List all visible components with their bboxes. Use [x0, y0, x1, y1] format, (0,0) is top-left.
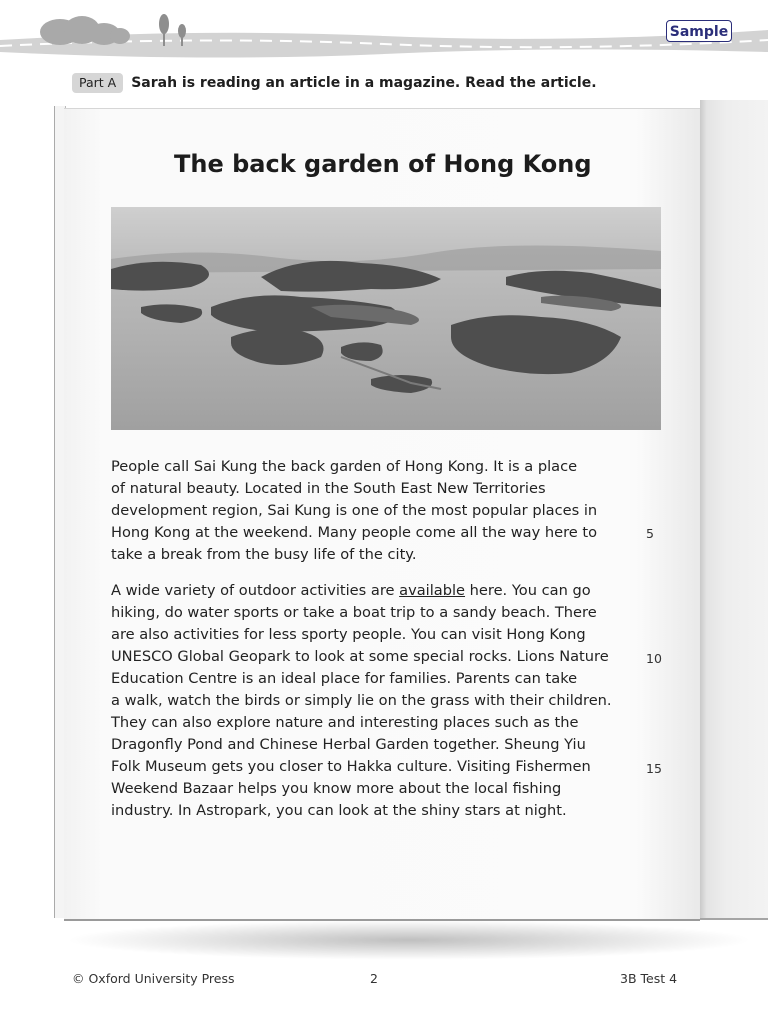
- line-number-15: 15: [646, 761, 662, 776]
- part-instruction: Sarah is reading an article in a magazine. Read the article.: [131, 75, 597, 91]
- road-banner: [0, 0, 768, 62]
- magazine-right-page: [700, 100, 768, 920]
- text-line: take a break from the busy life of the city.: [111, 546, 417, 563]
- part-a-header: [72, 72, 597, 94]
- text-line: hiking, do water sports or take a boat trip to a sandy beach. There: [111, 604, 597, 621]
- text-line: Folk Museum gets you closer to Hakka culture. Visiting Fishermen: [111, 758, 591, 775]
- text-line: of natural beauty. Located in the South East New Territories: [111, 480, 546, 497]
- line-number-5: 5: [646, 526, 654, 541]
- article-title: The back garden of Hong Kong: [174, 150, 592, 178]
- magazine-shadow: [64, 920, 754, 960]
- paragraph-2: [111, 580, 612, 822]
- text-segment: here. You can go: [465, 582, 591, 599]
- text-line: Dragonfly Pond and Chinese Herbal Garden together. Sheung Yiu: [111, 736, 586, 753]
- paragraph-1: [111, 456, 597, 566]
- underlined-word: available: [399, 582, 466, 599]
- text-line: are also activities for less sporty people. You can visit Hong Kong: [111, 626, 586, 643]
- footer-copyright: © Oxford University Press: [72, 971, 235, 986]
- aerial-islands-photo: [111, 207, 661, 430]
- text-line: They can also explore nature and interesting places such as the: [111, 714, 579, 731]
- text-line: industry. In Astropark, you can look at the shiny stars at night.: [111, 802, 567, 819]
- text-line: Education Centre is an ideal place for families. Parents can take: [111, 670, 578, 687]
- line-number-10: 10: [646, 651, 662, 666]
- text-line: development region, Sai Kung is one of the most popular places in: [111, 502, 598, 519]
- part-label: Part A: [72, 73, 123, 93]
- sample-badge: Sample: [666, 20, 732, 42]
- text-line: Hong Kong at the weekend. Many people come all the way here to: [111, 524, 598, 541]
- text-line: People call Sai Kung the back garden of Hong Kong. It is a place: [111, 458, 578, 475]
- footer-page-number: 2: [370, 971, 378, 986]
- text-line: a walk, watch the birds or simply lie on the grass with their children.: [111, 692, 612, 709]
- footer-test-label: 3B Test 4: [620, 971, 678, 986]
- text-line: [111, 580, 612, 602]
- text-line: UNESCO Global Geopark to look at some special rocks. Lions Nature: [111, 648, 609, 665]
- text-line: Weekend Bazaar helps you know more about the local fishing: [111, 780, 562, 797]
- text-segment: A wide variety of outdoor activities are: [111, 582, 400, 599]
